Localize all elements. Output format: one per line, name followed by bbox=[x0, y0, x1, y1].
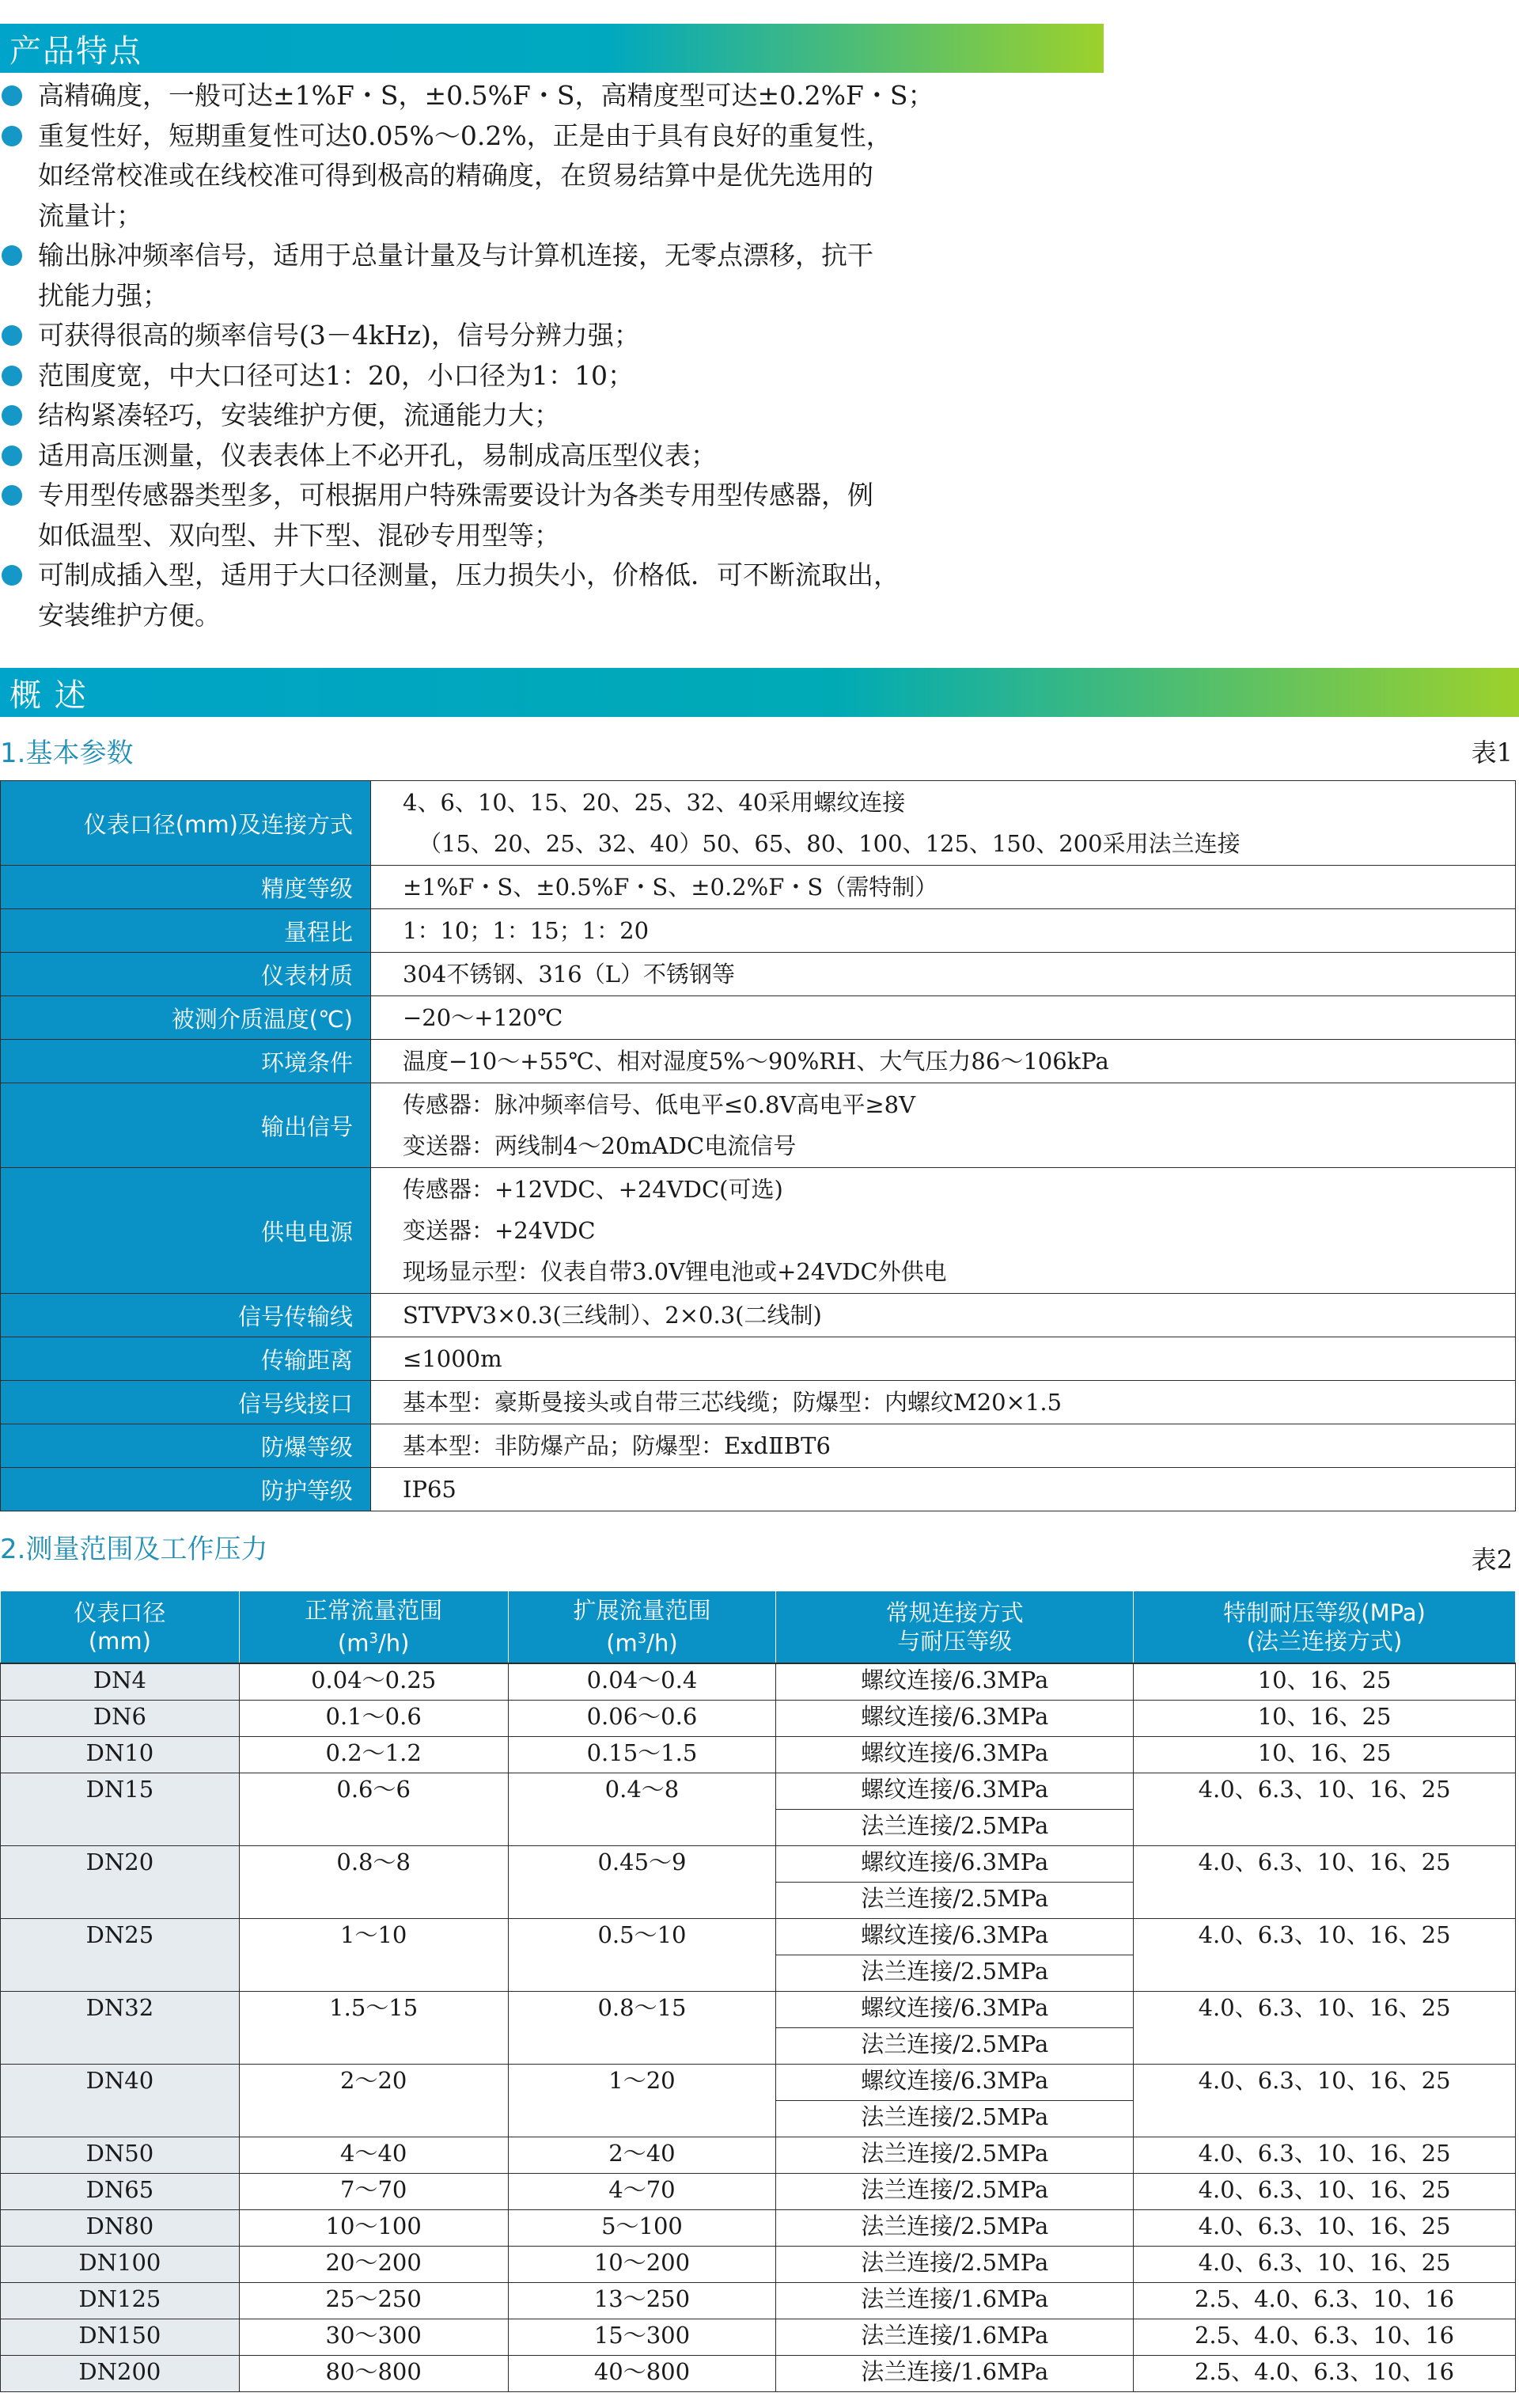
table1-number: 表1 bbox=[1471, 738, 1513, 768]
table2-number: 表2 bbox=[1471, 1545, 1513, 1575]
normal-range-cell: 2～20 bbox=[239, 2065, 508, 2137]
param-label: 传输距离 bbox=[1, 1337, 371, 1381]
param-value bbox=[371, 781, 1516, 866]
connection-cell: 法兰连接/2.5MPa bbox=[776, 1883, 1134, 1919]
param-line: 1：10；1：15；1：20 bbox=[403, 917, 650, 944]
feature-item bbox=[0, 116, 1108, 237]
param-label: 信号传输线 bbox=[1, 1294, 371, 1337]
special-pressure-cell: 4.0、6.3、10、16、25 bbox=[1134, 1919, 1516, 1992]
param-value bbox=[371, 1424, 1516, 1468]
features-banner bbox=[0, 24, 1104, 73]
extended-range-cell: 4～70 bbox=[508, 2174, 776, 2210]
feature-item bbox=[0, 396, 1108, 436]
header-line: 正常流量范围 bbox=[305, 1597, 443, 1625]
normal-range-cell: 7～70 bbox=[239, 2174, 508, 2210]
features-title: 产品特点 bbox=[9, 32, 142, 70]
param-line: 传感器：脉冲频率信号、低电平≤0.8V高电平≥8V bbox=[403, 1091, 916, 1118]
extended-range-cell: 0.06～0.6 bbox=[508, 1701, 776, 1737]
range-heading: 2.测量范围及工作压力 bbox=[0, 1534, 268, 1565]
header-line bbox=[777, 1627, 1132, 1655]
special-pressure-cell: 4.0、6.3、10、16、25 bbox=[1134, 2247, 1516, 2283]
dn-cell: DN50 bbox=[1, 2137, 240, 2174]
table-row bbox=[1, 2065, 1516, 2101]
extended-range-cell: 40～800 bbox=[508, 2356, 776, 2392]
param-line: 4、6、10、15、20、25、32、40采用螺纹连接 bbox=[403, 789, 906, 816]
table-row bbox=[1, 1919, 1516, 1955]
connection-cell: 螺纹连接/6.3MPa bbox=[776, 1992, 1134, 2028]
connection-cell: 法兰连接/2.5MPa bbox=[776, 2247, 1134, 2283]
dn-cell: DN150 bbox=[1, 2319, 240, 2356]
dn-cell: DN40 bbox=[1, 2065, 240, 2137]
extended-range-cell: 0.04～0.4 bbox=[508, 1663, 776, 1701]
param-value bbox=[371, 1468, 1516, 1511]
param-label: 仪表材质 bbox=[1, 953, 371, 996]
basic-params-heading: 1.基本参数 bbox=[0, 738, 134, 769]
header-line bbox=[1135, 1627, 1514, 1655]
param-value bbox=[371, 1381, 1516, 1424]
feature-line: 输出脉冲频率信号，适用于总量计量及与计算机连接，无零点漂移，抗干 bbox=[38, 240, 873, 271]
param-value bbox=[371, 909, 1516, 953]
connection-cell: 法兰连接/2.5MPa bbox=[776, 1955, 1134, 1992]
param-label: 被测介质温度(℃) bbox=[1, 996, 371, 1040]
overview-banner bbox=[0, 668, 1519, 717]
table-row bbox=[1, 2356, 1516, 2392]
connection-cell: 法兰连接/1.6MPa bbox=[776, 2283, 1134, 2319]
param-value bbox=[371, 1337, 1516, 1381]
normal-range-cell: 1～10 bbox=[239, 1919, 508, 1992]
bullet-icon bbox=[2, 85, 22, 106]
special-pressure-cell: 10、16、25 bbox=[1134, 1663, 1516, 1701]
header-unit: (m bbox=[337, 1629, 369, 1657]
table-row bbox=[1, 2210, 1516, 2247]
feature-line: 可获得很高的频率信号(3－4kHz)，信号分辨力强； bbox=[38, 320, 640, 351]
feature-line: 安装维护方便。 bbox=[38, 599, 221, 631]
param-line: 现场显示型：仪表自带3.0V锂电池或+24VDC外供电 bbox=[403, 1258, 947, 1285]
param-row bbox=[1, 1337, 1516, 1381]
extended-range-cell: 2～40 bbox=[508, 2137, 776, 2174]
table-row bbox=[1, 2319, 1516, 2356]
feature-line: 结构紧凑轻巧，安装维护方便，流通能力大； bbox=[38, 400, 560, 430]
header-sup: 3 bbox=[637, 1630, 647, 1648]
connection-cell: 螺纹连接/6.3MPa bbox=[776, 1663, 1134, 1701]
feature-line: 专用型传感器类型多，可根据用户特殊需要设计为各类专用型传感器，例 bbox=[38, 480, 873, 510]
extended-range-cell: 0.4～8 bbox=[508, 1773, 776, 1846]
param-line: ±1%F・S、±0.5%F・S、±0.2%F・S（需特制） bbox=[403, 874, 938, 901]
header-unit: (m bbox=[606, 1629, 638, 1657]
bullet-icon bbox=[2, 405, 22, 426]
connection-cell: 螺纹连接/6.3MPa bbox=[776, 2065, 1134, 2101]
connection-cell: 法兰连接/2.5MPa bbox=[776, 2028, 1134, 2065]
bullet-icon bbox=[2, 366, 22, 386]
dn-cell: DN20 bbox=[1, 1846, 240, 1919]
param-row bbox=[1, 866, 1516, 909]
header-line: 特制耐压等级(MPa) bbox=[1223, 1599, 1426, 1626]
param-line: IP65 bbox=[403, 1476, 456, 1503]
extended-range-cell: 5～100 bbox=[508, 2210, 776, 2247]
dn-cell: DN200 bbox=[1, 2356, 240, 2392]
feature-line: 可制成插入型，适用于大口径测量，压力损失小，价格低．可不断流取出， bbox=[38, 559, 900, 590]
special-pressure-cell: 4.0、6.3、10、16、25 bbox=[1134, 2210, 1516, 2247]
feature-item bbox=[0, 556, 1108, 635]
normal-range-cell: 10～100 bbox=[239, 2210, 508, 2247]
table-row bbox=[1, 1737, 1516, 1773]
param-label: 信号线接口 bbox=[1, 1381, 371, 1424]
connection-cell: 法兰连接/2.5MPa bbox=[776, 2101, 1134, 2137]
feature-line: 扰能力强； bbox=[38, 279, 169, 311]
header-unit-tail: /h) bbox=[646, 1629, 678, 1657]
header-sup: 3 bbox=[369, 1630, 378, 1648]
column-header bbox=[1134, 1591, 1516, 1664]
header-line: 扩展流量范围 bbox=[573, 1597, 711, 1625]
param-label: 供电电源 bbox=[1, 1168, 371, 1294]
dn-cell: DN25 bbox=[1, 1919, 240, 1992]
feature-item bbox=[0, 236, 1108, 316]
connection-cell: 法兰连接/1.6MPa bbox=[776, 2356, 1134, 2392]
feature-item bbox=[0, 76, 1108, 116]
param-value bbox=[371, 996, 1516, 1040]
dn-cell: DN15 bbox=[1, 1773, 240, 1846]
special-pressure-cell: 2.5、4.0、6.3、10、16 bbox=[1134, 2319, 1516, 2356]
param-label: 量程比 bbox=[1, 909, 371, 953]
table-row bbox=[1, 1701, 1516, 1737]
table-row bbox=[1, 1773, 1516, 1810]
param-row bbox=[1, 953, 1516, 996]
special-pressure-cell: 2.5、4.0、6.3、10、16 bbox=[1134, 2283, 1516, 2319]
normal-range-cell: 0.6～6 bbox=[239, 1773, 508, 1846]
dn-cell: DN10 bbox=[1, 1737, 240, 1773]
header-unit: 与耐压等级 bbox=[897, 1628, 1013, 1655]
extended-range-cell: 0.15～1.5 bbox=[508, 1737, 776, 1773]
header-unit: (mm) bbox=[88, 1628, 151, 1655]
param-label: 输出信号 bbox=[1, 1083, 371, 1168]
param-line: 温度−10～+55℃、相对湿度5%～90%RH、大气压力86～106kPa bbox=[403, 1048, 1109, 1075]
feature-item bbox=[0, 316, 1108, 356]
table-row bbox=[1, 1846, 1516, 1883]
feature-item bbox=[0, 476, 1108, 556]
table-row bbox=[1, 2283, 1516, 2319]
column-header bbox=[1, 1591, 240, 1664]
param-line: −20～+120℃ bbox=[403, 1004, 563, 1031]
feature-line: 适用高压测量，仪表表体上不必开孔，易制成高压型仪表； bbox=[38, 439, 717, 471]
feature-line: 如低温型、双向型、井下型、混砂专用型等； bbox=[38, 519, 560, 551]
param-line: 基本型：非防爆产品；防爆型：ExdⅡBT6 bbox=[403, 1432, 831, 1459]
bullet-icon bbox=[2, 485, 22, 506]
extended-range-cell: 0.5～10 bbox=[508, 1919, 776, 1992]
extended-range-cell: 10～200 bbox=[508, 2247, 776, 2283]
dn-cell: DN4 bbox=[1, 1663, 240, 1701]
special-pressure-cell: 10、16、25 bbox=[1134, 1737, 1516, 1773]
param-row bbox=[1, 909, 1516, 953]
param-line: 变送器：两线制4～20mADC电流信号 bbox=[403, 1132, 797, 1159]
column-header bbox=[776, 1591, 1134, 1664]
param-line: （15、20、25、32、40）50、65、80、100、125、150、200采用法兰连接 bbox=[419, 830, 1241, 857]
normal-range-cell: 0.8～8 bbox=[239, 1846, 508, 1919]
table-row bbox=[1, 2247, 1516, 2283]
table-row bbox=[1, 1663, 1516, 1701]
dn-cell: DN6 bbox=[1, 1701, 240, 1737]
feature-line: 高精确度，一般可达±1%F・S，±0.5%F・S，高精度型可达±0.2%F・S； bbox=[38, 80, 934, 111]
header-unit: (法兰连接方式) bbox=[1246, 1628, 1403, 1655]
connection-cell: 法兰连接/2.5MPa bbox=[776, 2174, 1134, 2210]
extended-range-cell: 0.8～15 bbox=[508, 1992, 776, 2065]
extended-range-cell: 15～300 bbox=[508, 2319, 776, 2356]
param-line: 304不锈钢、316（L）不锈钢等 bbox=[403, 961, 735, 988]
special-pressure-cell: 4.0、6.3、10、16、25 bbox=[1134, 2174, 1516, 2210]
normal-range-cell: 0.04～0.25 bbox=[239, 1663, 508, 1701]
dn-cell: DN125 bbox=[1, 2283, 240, 2319]
param-row bbox=[1, 1468, 1516, 1511]
bullet-icon bbox=[2, 325, 22, 346]
special-pressure-cell: 2.5、4.0、6.3、10、16 bbox=[1134, 2356, 1516, 2392]
param-row bbox=[1, 1040, 1516, 1083]
feature-line: 流量计； bbox=[38, 199, 142, 231]
header-line: 仪表口径 bbox=[74, 1599, 166, 1626]
dn-cell: DN100 bbox=[1, 2247, 240, 2283]
param-label: 仪表口径(mm)及连接方式 bbox=[1, 781, 371, 866]
bullet-icon bbox=[2, 245, 22, 266]
param-row bbox=[1, 1294, 1516, 1337]
param-label: 环境条件 bbox=[1, 1040, 371, 1083]
column-header bbox=[239, 1591, 508, 1664]
feature-item bbox=[0, 356, 1108, 396]
header-line: 常规连接方式 bbox=[885, 1599, 1024, 1626]
special-pressure-cell: 4.0、6.3、10、16、25 bbox=[1134, 1846, 1516, 1919]
dn-cell: DN65 bbox=[1, 2174, 240, 2210]
connection-cell: 法兰连接/2.5MPa bbox=[776, 2210, 1134, 2247]
normal-range-cell: 20～200 bbox=[239, 2247, 508, 2283]
feature-line: 重复性好，短期重复性可达0.05%～0.2%，正是由于具有良好的重复性， bbox=[38, 119, 892, 151]
connection-cell: 螺纹连接/6.3MPa bbox=[776, 1846, 1134, 1883]
range-pressure-table bbox=[0, 1591, 1516, 2392]
special-pressure-cell: 4.0、6.3、10、16、25 bbox=[1134, 1773, 1516, 1846]
param-row bbox=[1, 996, 1516, 1040]
special-pressure-cell: 4.0、6.3、10、16、25 bbox=[1134, 2137, 1516, 2174]
header-line bbox=[509, 1625, 775, 1658]
param-line: 传感器：+12VDC、+24VDC(可选) bbox=[403, 1176, 783, 1203]
param-line: 变送器：+24VDC bbox=[403, 1217, 596, 1244]
features-list bbox=[0, 76, 1108, 635]
normal-range-cell: 80～800 bbox=[239, 2356, 508, 2392]
table-row bbox=[1, 2174, 1516, 2210]
param-value bbox=[371, 953, 1516, 996]
normal-range-cell: 0.1～0.6 bbox=[239, 1701, 508, 1737]
connection-cell: 螺纹连接/6.3MPa bbox=[776, 1701, 1134, 1737]
extended-range-cell: 0.45～9 bbox=[508, 1846, 776, 1919]
param-label: 精度等级 bbox=[1, 866, 371, 909]
param-value bbox=[371, 1040, 1516, 1083]
connection-cell: 螺纹连接/6.3MPa bbox=[776, 1773, 1134, 1810]
connection-cell: 法兰连接/1.6MPa bbox=[776, 2319, 1134, 2356]
normal-range-cell: 4～40 bbox=[239, 2137, 508, 2174]
param-line: ≤1000m bbox=[403, 1345, 502, 1372]
column-header bbox=[508, 1591, 776, 1664]
param-label: 防护等级 bbox=[1, 1468, 371, 1511]
param-label: 防爆等级 bbox=[1, 1424, 371, 1468]
feature-line: 范围度宽，中大口径可达1：20，小口径为1：10； bbox=[38, 359, 634, 391]
overview-title: 概 述 bbox=[9, 677, 88, 714]
param-value bbox=[371, 1294, 1516, 1337]
normal-range-cell: 25～250 bbox=[239, 2283, 508, 2319]
connection-cell: 法兰连接/2.5MPa bbox=[776, 2137, 1134, 2174]
normal-range-cell: 0.2～1.2 bbox=[239, 1737, 508, 1773]
header-unit-tail: /h) bbox=[377, 1629, 410, 1657]
dn-cell: DN80 bbox=[1, 2210, 240, 2247]
feature-item bbox=[0, 436, 1108, 476]
basic-params-table bbox=[0, 780, 1516, 1511]
feature-line: 如经常校准或在线校准可得到极高的精确度，在贸易结算中是优先选用的 bbox=[38, 160, 873, 191]
special-pressure-cell: 4.0、6.3、10、16、25 bbox=[1134, 2065, 1516, 2137]
table-row bbox=[1, 2137, 1516, 2174]
param-line: 基本型：豪斯曼接头或自带三芯线缆；防爆型：内螺纹M20×1.5 bbox=[403, 1389, 1063, 1416]
special-pressure-cell: 10、16、25 bbox=[1134, 1701, 1516, 1737]
param-row bbox=[1, 1168, 1516, 1294]
table-row bbox=[1, 1992, 1516, 2028]
param-value bbox=[371, 1083, 1516, 1168]
normal-range-cell: 30～300 bbox=[239, 2319, 508, 2356]
special-pressure-cell: 4.0、6.3、10、16、25 bbox=[1134, 1992, 1516, 2065]
connection-cell: 法兰连接/2.5MPa bbox=[776, 1810, 1134, 1846]
param-row bbox=[1, 1083, 1516, 1168]
header-line bbox=[2, 1627, 238, 1655]
bullet-icon bbox=[2, 126, 22, 146]
header-line bbox=[241, 1625, 507, 1658]
param-row bbox=[1, 1381, 1516, 1424]
bullet-icon bbox=[2, 446, 22, 466]
connection-cell: 螺纹连接/6.3MPa bbox=[776, 1919, 1134, 1955]
dn-cell: DN32 bbox=[1, 1992, 240, 2065]
extended-range-cell: 1～20 bbox=[508, 2065, 776, 2137]
bullet-icon bbox=[2, 565, 22, 586]
connection-cell: 螺纹连接/6.3MPa bbox=[776, 1737, 1134, 1773]
param-row bbox=[1, 1424, 1516, 1468]
normal-range-cell: 1.5～15 bbox=[239, 1992, 508, 2065]
param-value bbox=[371, 866, 1516, 909]
extended-range-cell: 13～250 bbox=[508, 2283, 776, 2319]
param-line: STVPV3×0.3(三线制）、2×0.3(二线制) bbox=[403, 1302, 822, 1329]
param-row bbox=[1, 781, 1516, 866]
param-value bbox=[371, 1168, 1516, 1294]
